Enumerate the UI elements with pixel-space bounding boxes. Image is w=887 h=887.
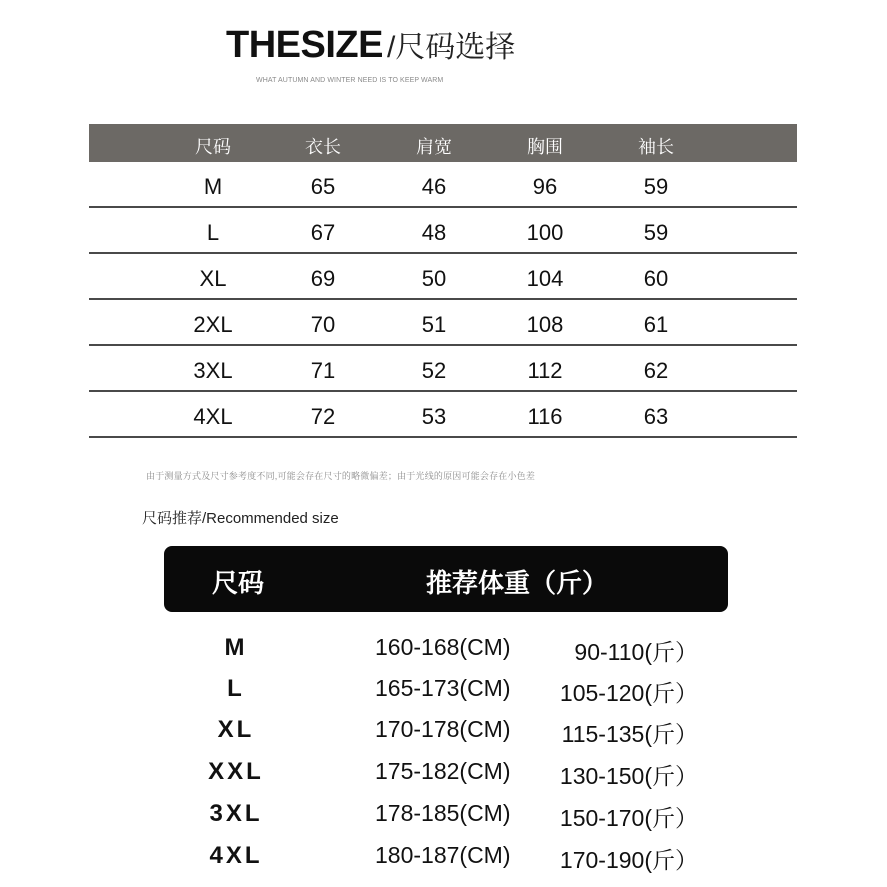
measurement-cell: 62 [643,358,669,383]
measurement-cell: 52 [421,358,447,383]
recommended-weight: 170-190(斤） [559,847,698,873]
column-header: 袖长 [638,137,674,157]
recommended-height: 180-187(CM) [375,842,511,868]
recommended-weight: 150-170(斤） [559,805,698,831]
recommended-size-label: 尺码推荐/Recommended size [142,510,339,527]
recommended-size: XXL [208,758,264,785]
recommended-size: L [227,675,245,702]
recommended-size: M [224,634,248,661]
measurement-cell: 46 [421,174,447,199]
measurement-cell: 60 [643,266,669,291]
table-row [89,392,797,438]
size-table [89,124,797,438]
column-header: 衣长 [305,137,341,157]
size-cell: L [206,220,220,245]
measurement-note: 由于测量方式及尺寸参考度不同,可能会存在尺寸的略微偏差；由于光线的原因可能会存在小色差 [146,471,536,481]
measurement-cell: 100 [526,220,564,245]
recommended-header-bar [164,546,728,612]
measurement-cell: 51 [421,312,447,337]
measurement-cell: 59 [643,220,669,245]
page-header [226,22,515,70]
measurement-cell: 61 [643,312,669,337]
measurement-cell: 50 [421,266,447,291]
measurement-cell: 67 [310,220,336,245]
list-item [0,800,887,836]
recommended-height: 165-173(CM) [375,675,511,701]
measurement-cell: 69 [310,266,336,291]
size-table-header [89,124,797,162]
table-row [89,254,797,300]
size-cell: 4XL [193,404,233,429]
recommended-height: 160-168(CM) [375,634,511,660]
column-header: 尺码 [195,137,231,157]
list-item [0,716,887,752]
recommended-weight: 115-135(斤） [561,721,698,747]
table-row [89,300,797,346]
page-subtitle: WHAT AUTUMN AND WINTER NEED IS TO KEEP WARM [256,77,444,84]
recommended-size: XL [217,716,255,743]
column-header: 肩宽 [416,137,452,157]
table-row [89,162,797,208]
size-cell: XL [199,266,227,291]
measurement-cell: 59 [643,174,669,199]
recommended-height: 175-182(CM) [375,758,511,784]
measurement-cell: 53 [421,404,447,429]
size-cell: 3XL [193,358,233,383]
recommended-weight: 130-150(斤） [559,763,698,789]
recommended-weight: 90-110(斤） [574,639,698,665]
size-cell: M [203,174,223,199]
measurement-cell: 72 [310,404,336,429]
measurement-cell: 116 [527,404,563,429]
recommended-size: 3XL [209,800,263,827]
list-item [0,675,887,711]
table-row [89,346,797,392]
recommended-height: 170-178(CM) [375,716,511,742]
recommended-header-size: 尺码 [212,568,265,598]
list-item [0,758,887,794]
measurement-cell: 65 [310,174,336,199]
brand-title: THESIZE [226,24,383,66]
size-cell: 2XL [193,312,233,337]
column-header: 胸围 [527,137,563,157]
measurement-cell: 108 [526,312,564,337]
measurement-cell: 71 [310,358,336,383]
measurement-cell: 63 [643,404,669,429]
list-item [0,634,887,670]
measurement-cell: 70 [310,312,336,337]
table-row [89,208,797,254]
list-item [0,842,887,878]
recommended-height: 178-185(CM) [375,800,511,826]
measurement-cell: 96 [532,174,558,199]
recommended-weight: 105-120(斤） [559,680,698,706]
measurement-cell: 104 [526,266,564,291]
recommended-size: 4XL [209,842,263,869]
recommended-header-weight: 推荐体重（斤） [426,568,609,598]
measurement-cell: 48 [421,220,447,245]
measurement-cell: 112 [527,358,563,383]
page-title: /尺码选择 [386,31,516,64]
